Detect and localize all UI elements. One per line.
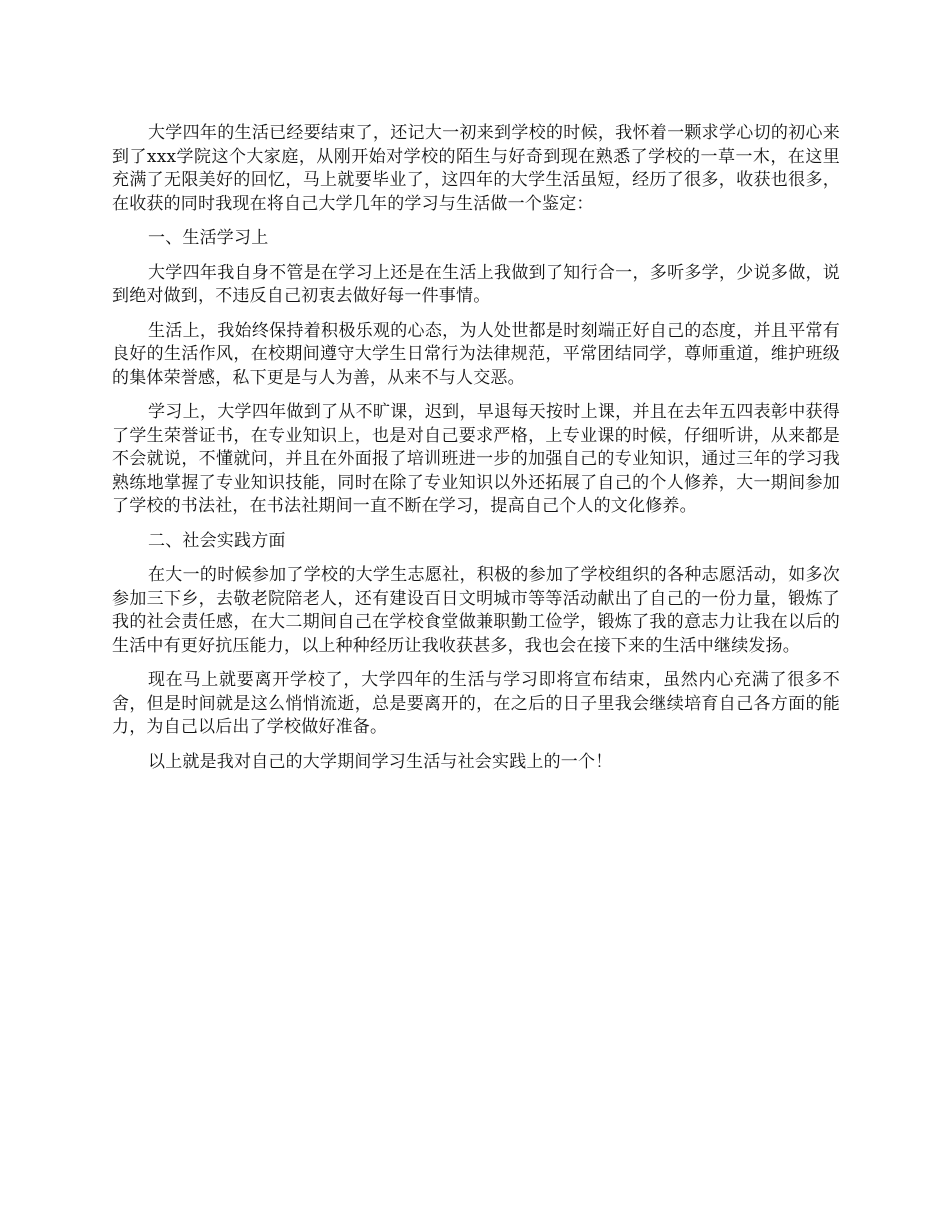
intro-paragraph: 大学四年的生活已经要结束了，还记大一初来到学校的时候，我怀着一颗求学心切的初心来到了xxx学院这个大家庭，从刚开始对学校的陌生与好奇到现在熟悉了学校的一草一木，在这里充满了无限美好的回忆，马上就要毕业了，这四年的大学生活虽短，经历了很多，收获也很多，在收获的同时我现在将自己大学几年的学习与生活做一个鉴定： — [112, 123, 840, 214]
paragraph-leaving: 现在马上就要离开学校了，大学四年的生活与学习即将宣布结束，虽然内心充满了很多不舍，但是时间就是这么悄悄流逝，总是要离开的，在之后的日子里我会继续培育自己各方面的能力，为自己以后出了学校做好准备。 — [112, 670, 840, 737]
paragraph-summary: 大学四年我自身不管是在学习上还是在生活上我做到了知行合一，多听多学，少说多做，说到绝对做到，不违反自己初衷去做好每一件事情。 — [112, 262, 840, 306]
paragraph-closing: 以上就是我对自己的大学期间学习生活与社会实践上的一个！ — [148, 751, 613, 772]
paragraph-volunteer: 在大一的时候参加了学校的大学生志愿社，积极的参加了学校组织的各种志愿活动，如多次参加三下乡，去敬老院陪老人，还有建设百日文明城市等等活动献出了自己的一份力量，锻炼了我的社会责任感，在大二期间自己在学校食堂做兼职勤工俭学，锻炼了我的意志力让我在以后的生活中有更好抗压能力，以上种种经历让我收获甚多，我也会在接下来的生活中继续发扬。 — [112, 565, 840, 656]
document-page — [112, 122, 840, 785]
section-heading-social-practice: 二、社会实践方面 — [148, 530, 286, 551]
paragraph-study: 学习上，大学四年做到了从不旷课，迟到，早退每天按时上课，并且在去年五四表彰中获得了学生荣誉证书，在专业知识上，也是对自己要求严格，上专业课的时候，仔细听讲，从来都是不会就说，不懂就问，并且在外面报了培训班进一步的加强自己的专业知识，通过三年的学习我熟练地掌握了专业知识技能，同时在除了专业知识以外还拓展了自己的个人修养，大一期间参加了学校的书法社，在书法社期间一直不断在学习，提高自己个人的文化修养。 — [112, 402, 840, 516]
paragraph-life: 生活上，我始终保持着积极乐观的心态，为人处世都是时刻端正好自己的态度，并且平常有良好的生活作风，在校期间遵守大学生日常行为法律规范，平常团结同学，尊师重道，维护班级的集体荣誉感，私下更是与人为善，从来不与人交恶。 — [112, 320, 840, 388]
section-heading-life-study: 一、生活学习上 — [148, 228, 269, 248]
